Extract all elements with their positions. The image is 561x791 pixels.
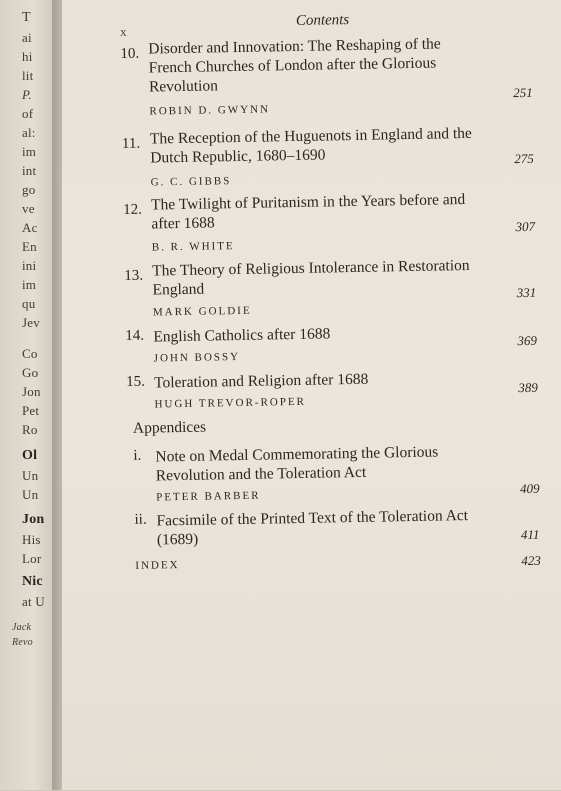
- left-page-edge: [0, 0, 56, 790]
- entry-title: English Catholics after 1688: [153, 325, 331, 346]
- left-fragment: qu: [22, 296, 36, 311]
- entry-author: MARK GOLDIE: [152, 304, 252, 319]
- left-fragment: Un: [22, 487, 39, 502]
- toc-entry: [124, 255, 537, 319]
- entry-page: 251: [513, 84, 533, 101]
- appendix-page: 409: [519, 480, 540, 497]
- toc-entry: [123, 189, 536, 254]
- left-fragment: ve: [22, 201, 35, 216]
- left-fragment: Pet: [22, 403, 40, 418]
- left-fragment: Jon: [22, 384, 41, 399]
- appendix-number: i.: [133, 447, 142, 464]
- left-fragment: hi: [22, 49, 33, 64]
- entry-page: 307: [515, 218, 536, 235]
- entry-number: 12.: [123, 201, 143, 219]
- toc-entry: [126, 367, 538, 411]
- left-fragment: of: [22, 106, 34, 121]
- left-fragment: Ac: [22, 220, 38, 235]
- left-fragment: ini: [22, 258, 37, 273]
- appendix-title: Facsimile of the Printed Text of the Toleration Act (1689): [156, 507, 469, 549]
- appendix-entry: [128, 505, 540, 549]
- left-fragment: Go: [22, 365, 39, 380]
- left-fragment: al:: [22, 125, 36, 140]
- entry-number: 13.: [124, 267, 144, 284]
- entry-author: ROBIN D. GWYNN: [149, 103, 271, 118]
- appendix-page: 411: [520, 526, 540, 543]
- index-page: 423: [521, 552, 541, 569]
- entry-page: 369: [517, 332, 538, 349]
- entry-title: The Reception of the Huguenots in England and the Dutch Republic, 1680–1690: [149, 124, 472, 167]
- entry-title: The Twilight of Puritanism in the Years before and after 1688: [150, 191, 466, 233]
- left-fragment: Ro: [22, 422, 38, 437]
- left-fragment: Jack: [12, 622, 32, 633]
- left-fragment: Ol: [22, 448, 38, 463]
- entry-page: 275: [514, 150, 534, 167]
- entry-title: Disorder and Innovation: The Reshaping of the French Churches of London after the Glorious Revolution: [148, 35, 441, 96]
- left-fragment: at U: [22, 594, 45, 609]
- left-fragment: His: [22, 532, 41, 547]
- entry-title: The Theory of Religious Intolerance in Restoration England: [152, 256, 470, 299]
- entry-author: B. R. WHITE: [151, 240, 235, 254]
- left-fragment: Lor: [22, 551, 42, 566]
- left-fragment: P.: [22, 87, 32, 102]
- left-fragment: T: [22, 10, 31, 25]
- left-fragment: go: [22, 182, 36, 197]
- contents-page: [62, 0, 561, 790]
- appendix-number: ii.: [134, 511, 147, 528]
- appendices-heading: Appendices: [132, 418, 207, 437]
- entry-author: G. C. GIBBS: [150, 175, 232, 189]
- page-number: x: [119, 23, 127, 40]
- running-head: Contents: [295, 12, 350, 29]
- entry-number: 10.: [120, 45, 140, 63]
- left-fragment: Jev: [22, 315, 40, 330]
- appendix-entry: [127, 441, 540, 504]
- left-fragment: Jon: [22, 512, 45, 527]
- toc-entry: [120, 33, 533, 118]
- left-fragment: En: [22, 239, 37, 254]
- left-fragment: lit: [22, 68, 34, 83]
- appendix-title: Note on Medal Commemorating the Glorious Revolution and the Toleration Act: [155, 443, 439, 485]
- left-fragment: Un: [22, 468, 39, 483]
- entry-author: HUGH TREVOR-ROPER: [154, 395, 307, 411]
- entry-page: 331: [516, 284, 537, 301]
- left-fragment: Nic: [22, 574, 43, 589]
- toc-entry: [125, 321, 538, 365]
- entry-title: Toleration and Religion after 1688: [154, 370, 369, 392]
- left-fragment: ai: [22, 30, 32, 45]
- toc-entry: [121, 123, 534, 189]
- appendix-author: PETER BARBER: [156, 489, 261, 504]
- left-fragment: Revo: [12, 637, 33, 648]
- entry-number: 14.: [125, 327, 145, 344]
- left-fragment: Co: [22, 346, 38, 361]
- entry-author: JOHN BOSSY: [153, 350, 241, 365]
- entry-page: 389: [518, 379, 538, 396]
- entry-number: 15.: [126, 373, 146, 390]
- index-label: INDEX: [135, 559, 180, 572]
- left-fragment: int: [22, 163, 37, 178]
- entry-number: 11.: [121, 135, 141, 153]
- left-fragment: im: [22, 144, 37, 159]
- left-fragment: im: [22, 277, 37, 292]
